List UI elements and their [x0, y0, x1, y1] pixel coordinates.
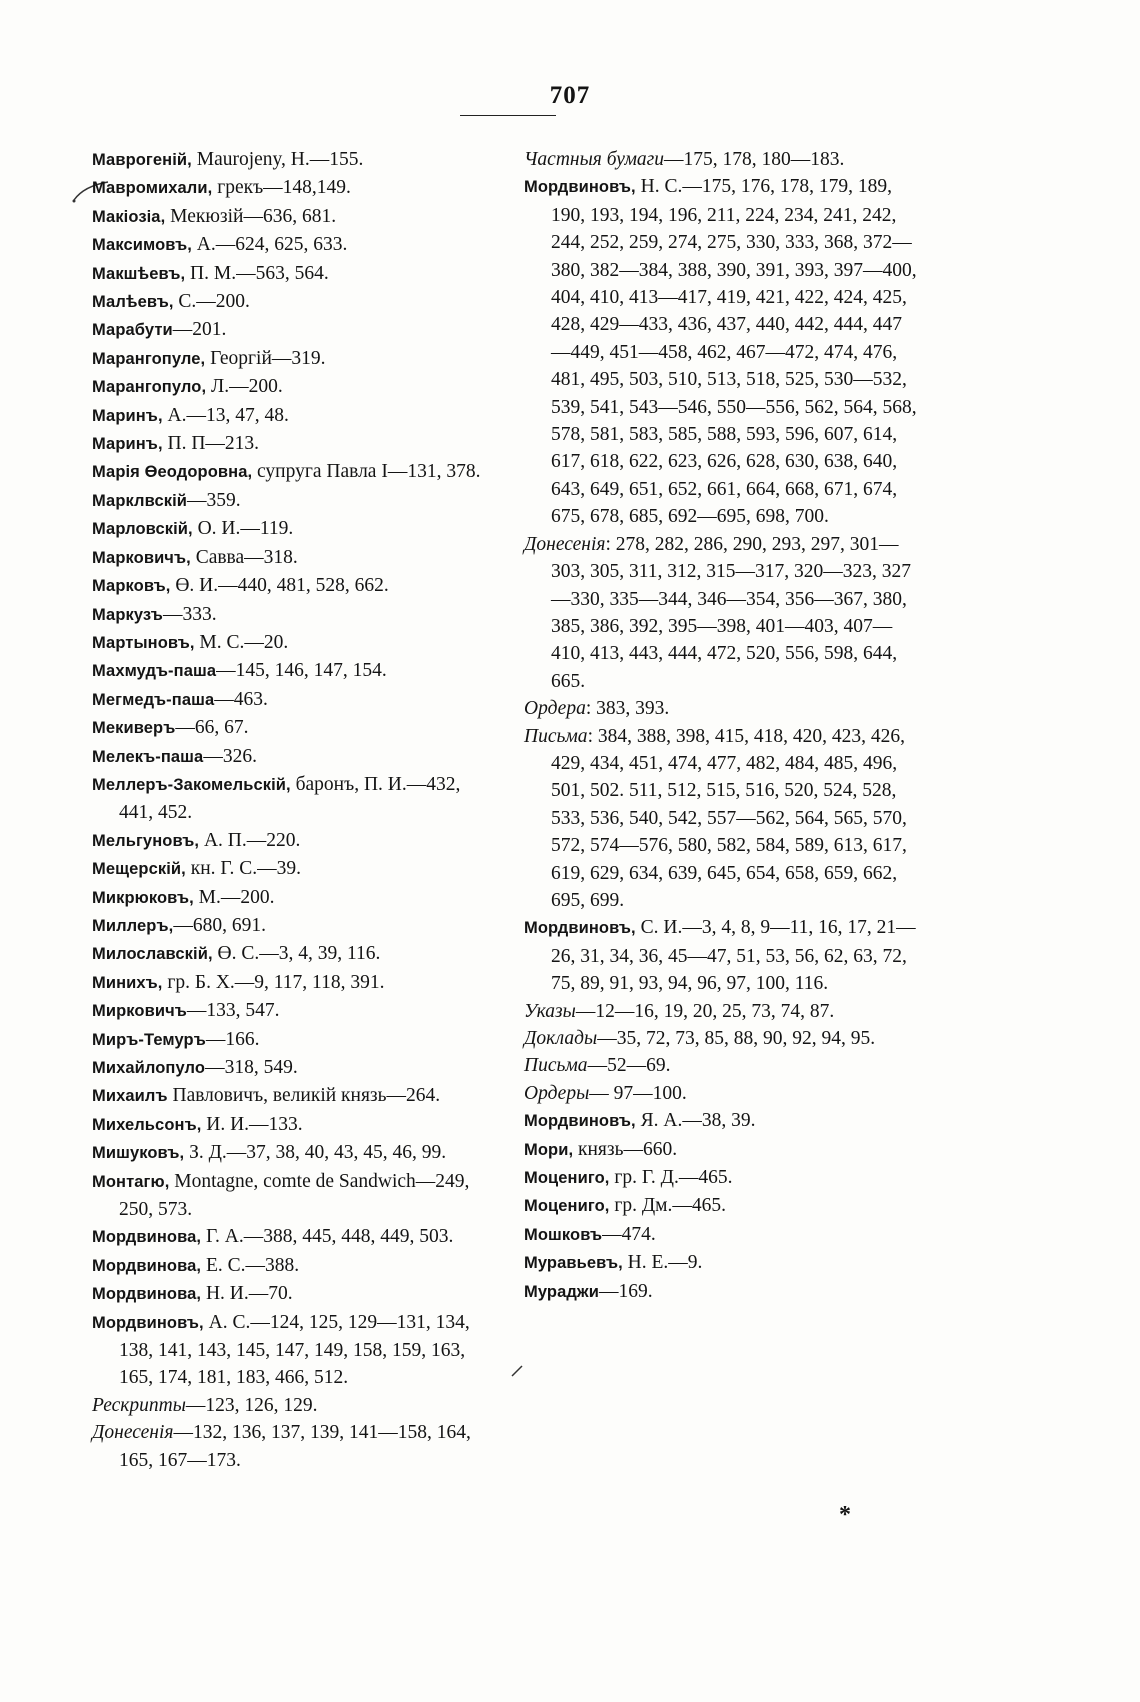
subentry-label: Письма: [524, 725, 588, 747]
index-entry: [92, 657, 498, 685]
index-entry: [92, 1309, 498, 1392]
index-entry: [92, 515, 498, 543]
entry-references: З. Д.—37, 38, 40, 43, 45, 46, 99.: [184, 1142, 447, 1164]
entry-references: —326.: [203, 745, 257, 767]
entry-references: Я. А.—38, 39.: [635, 1110, 756, 1132]
index-entry: [92, 572, 498, 600]
entry-references: М.—200.: [193, 886, 275, 908]
index-entry: [524, 1221, 919, 1249]
entry-name: Мордвиновъ,: [524, 1112, 636, 1131]
entry-name: Маврогенiй,: [92, 151, 192, 169]
entry-references: А.—624, 625, 633.: [191, 234, 348, 256]
index-column-right: [524, 146, 919, 1306]
subentry-references: : 278, 282, 286, 290, 293, 297, 301—303, 305, 311, 312, 315—317, 320—323, 327—330, 335—344, 346—354, 356—367, 380, 385, 386, 392, 395—398, 401—403, 407—410, 413, 443, 444, 472, 520, 556, 598, 644, 665.: [551, 533, 912, 692]
index-entry: [92, 1111, 498, 1139]
entry-name: Максимовъ,: [92, 236, 192, 255]
entry-name: Мори,: [524, 1140, 574, 1159]
page-number: 707: [549, 82, 591, 109]
entry-references: грекъ—148,149.: [212, 177, 351, 199]
entry-name: Марабути: [92, 321, 173, 340]
index-entry: [92, 316, 498, 344]
entry-references: Maurojeny, Н.—155.: [191, 149, 364, 170]
index-entry: [92, 601, 498, 629]
entry-name: Марклвскiй: [92, 491, 188, 510]
entry-name: Марковъ,: [92, 577, 171, 596]
entry-references: М. С.—20.: [194, 631, 289, 653]
entry-name: Мишуковъ,: [92, 1144, 185, 1163]
entry-references: —680, 691.: [173, 914, 266, 936]
entry-references: —359.: [187, 489, 241, 511]
entry-name: Мордвинова,: [92, 1256, 202, 1275]
entry-references: гр. Г. Д.—465.: [609, 1167, 733, 1189]
index-subentry: [524, 998, 919, 1025]
entry-name: Мордвиновъ,: [92, 1313, 204, 1332]
entry-name: Махмудъ-паша: [92, 662, 217, 681]
entry-name: Марангопуле,: [92, 349, 206, 368]
subentry-label: Ордера: [524, 698, 586, 720]
entry-name: Марiя Өеодоровна,: [92, 463, 253, 482]
index-entry: [92, 884, 498, 912]
entry-name: Михельсонъ,: [92, 1115, 202, 1134]
entry-name: Михайлопуло: [92, 1059, 206, 1077]
entry-references: кн. Г. С.—39.: [185, 858, 301, 880]
entry-name: Мегмедъ-паша: [92, 690, 215, 709]
index-entry: [92, 487, 498, 515]
index-entry: [92, 1082, 498, 1110]
index-entry: [92, 969, 498, 997]
subentry-label: Письма: [524, 1055, 588, 1077]
subentry-references: : 384, 388, 398, 415, 418, 420, 423, 426, 429, 434, 451, 474, 477, 482, 484, 485, 496, 501, 502. 511, 512, 515, 516, 520, 524, 528, 533, 536, 540, 542, 557—562, 564, 565, 570, 572, 574—576, 580, 582, 584, 589, 613, 617, 619, 629, 634, 639, 645, 654, 658, 659, 662, 695, 699.: [551, 725, 907, 911]
index-subentry: [524, 1080, 919, 1107]
entry-name: Маркузъ: [92, 605, 163, 624]
entry-references: И. И.—133.: [201, 1113, 303, 1135]
subentry-label: Доклады: [524, 1028, 598, 1049]
index-entry: [92, 1139, 498, 1167]
index-entry: [524, 1136, 919, 1164]
entry-name: Мартыновъ,: [92, 633, 195, 652]
entry-references: —318, 549.: [205, 1057, 298, 1078]
entry-name: Моцениго,: [524, 1197, 610, 1216]
index-subentry: [524, 531, 919, 695]
index-entry: [92, 1054, 498, 1082]
entry-references: Георгiй—319.: [205, 347, 326, 369]
entry-references: С. И.—3, 4, 8, 9—11, 16, 17, 21—26, 31, 34, 36, 45—47, 51, 53, 56, 62, 63, 72, 75, 89, 91, 93, 94, 96, 97, 100, 116.: [551, 917, 916, 995]
index-subentry: [92, 1419, 498, 1474]
subentry-references: — 97—100.: [589, 1082, 687, 1104]
entry-name: Микрюковъ,: [92, 888, 194, 907]
entry-references: Montagne, comte de Sandwich—249, 250, 573.: [119, 1170, 470, 1221]
entry-name: Милославскiй,: [92, 945, 213, 964]
index-subentry: [92, 1392, 498, 1419]
index-entry: [92, 940, 498, 968]
subentry-label: Рескрипты: [92, 1394, 186, 1416]
entry-references: Ө. И.—440, 481, 528, 662.: [170, 575, 389, 597]
index-subentry: [524, 1052, 919, 1079]
entry-references: —145, 146, 147, 154.: [216, 660, 387, 682]
entry-references: гр. Б. Х.—9, 117, 118, 391.: [162, 971, 385, 993]
entry-name: Миллеръ,: [92, 916, 174, 935]
entry-references: —463.: [214, 688, 268, 710]
subentry-label: Указы: [524, 1000, 576, 1022]
entry-name: Марангопуло,: [92, 378, 207, 397]
index-entry: [92, 743, 498, 771]
entry-references: —474.: [602, 1223, 656, 1245]
entry-name: Макшѣевъ,: [92, 264, 186, 283]
entry-references: А. С.—124, 125, 129—131, 134, 138, 141, 143, 145, 147, 149, 158, 159, 163, 165, 174, 181, 183, 466, 512.: [119, 1311, 470, 1389]
entry-references: Мекюзiй—636, 681.: [165, 205, 337, 227]
entry-references: П. П—213.: [162, 433, 260, 455]
entry-name: Мелекъ-паша: [92, 747, 204, 766]
entry-references: —169.: [598, 1280, 653, 1302]
entry-name: Мордвиновъ,: [524, 919, 636, 938]
subentry-references: —123, 126, 129.: [185, 1394, 318, 1416]
entry-references: Савва—318.: [190, 546, 298, 568]
index-entry: [92, 855, 498, 883]
entry-name: Мураджи: [524, 1282, 599, 1301]
entry-references: Павловичъ, великiй князь—264.: [167, 1085, 441, 1107]
index-entry: [92, 1223, 498, 1251]
entry-name: Миръ-Темуръ: [92, 1030, 206, 1049]
index-entry: [92, 827, 498, 855]
entry-references: П. М.—563, 564.: [185, 262, 329, 284]
subentry-references: —35, 72, 73, 85, 88, 90, 92, 94, 95.: [597, 1028, 876, 1049]
entry-name: Мордвиновъ,: [524, 178, 636, 197]
subentry-references: —52—69.: [587, 1055, 671, 1077]
subentry-references: : 383, 393.: [585, 698, 670, 720]
index-entry: [92, 629, 498, 657]
index-entry: [524, 1164, 919, 1192]
entry-references: Г. А.—388, 445, 448, 449, 503.: [201, 1226, 454, 1248]
index-entry: [92, 686, 498, 714]
index-entry: [92, 1280, 498, 1308]
entry-references: Н. Е.—9.: [622, 1252, 703, 1274]
index-entry: [92, 146, 498, 174]
index-subentry: [524, 146, 919, 173]
entry-name: Мордвинова,: [92, 1228, 202, 1247]
subentry-references: —175, 178, 180—183.: [664, 149, 845, 170]
index-entry: [524, 1278, 919, 1306]
index-entry: [92, 912, 498, 940]
entry-name: Монтагю,: [92, 1172, 170, 1191]
entry-name: Михаилъ: [92, 1087, 168, 1106]
index-subentry: [524, 723, 919, 915]
index-entry: [92, 231, 498, 259]
entry-references: гр. Дм.—465.: [609, 1195, 726, 1217]
index-subentry: [524, 695, 919, 722]
index-entry: [92, 771, 498, 827]
index-entry: [524, 914, 919, 997]
entry-references: —66, 67.: [175, 717, 249, 739]
entry-references: —166.: [205, 1028, 260, 1050]
entry-references: О. И.—119.: [192, 518, 294, 540]
index-entry: [92, 997, 498, 1025]
index-entry: [92, 544, 498, 572]
entry-references: супруга Павла I—131, 378.: [252, 461, 481, 483]
index-entry: [92, 373, 498, 401]
entry-references: Ө. С.—3, 4, 39, 116.: [212, 943, 381, 965]
index-entry: [92, 1026, 498, 1054]
subentry-label: Ордеры: [524, 1082, 590, 1104]
page-number-rule: [460, 115, 556, 116]
index-entry: [92, 458, 498, 486]
entry-references: С.—200.: [173, 291, 250, 313]
entry-references: Л.—200.: [206, 376, 283, 398]
pencil-mark-right: [510, 1362, 526, 1378]
entry-name: Мирковичъ: [92, 1002, 187, 1021]
entry-name: Муравьевъ,: [524, 1254, 623, 1273]
entry-references: —133, 547.: [186, 1000, 280, 1022]
entry-name: Марловскiй,: [92, 520, 193, 539]
entry-name: Мекиверъ: [92, 719, 176, 738]
index-entry: [524, 1107, 919, 1135]
entry-name: Мещерскiй,: [92, 860, 186, 879]
entry-name: Минихъ,: [92, 973, 163, 992]
index-column-left: [92, 146, 498, 1474]
entry-name: Моцениго,: [524, 1169, 610, 1188]
entry-references: Е. С.—388.: [201, 1254, 300, 1276]
index-entry: [92, 345, 498, 373]
index-entry: [524, 1192, 919, 1220]
index-entry: [92, 1252, 498, 1280]
index-entry: [92, 260, 498, 288]
entry-name: Мошковъ: [524, 1225, 603, 1244]
entry-name: Меллеръ-Закомельскiй,: [92, 775, 291, 794]
entry-name: Марковичъ,: [92, 548, 191, 567]
index-entry: [92, 1168, 498, 1224]
index-entry: [524, 1249, 919, 1277]
index-entry: [92, 402, 498, 430]
index-subentry: [524, 1025, 919, 1052]
subentry-references: —132, 136, 137, 139, 141—158, 164, 165, 167—173.: [119, 1422, 471, 1471]
subentry-label: Частныя бумаги: [524, 149, 665, 170]
entry-references: баронъ, П. И.—432, 441, 452.: [119, 773, 461, 824]
entry-name: Мельгуновъ,: [92, 831, 200, 850]
subentry-label: Донесенiя: [524, 533, 606, 555]
index-entry: [92, 714, 498, 742]
entry-references: А.—13, 47, 48.: [162, 404, 289, 426]
entry-name: Мавромихали,: [92, 179, 213, 198]
entry-references: Н. И.—70.: [201, 1283, 293, 1305]
entry-name: Маринъ,: [92, 435, 163, 454]
entry-references: —201.: [172, 319, 227, 341]
entry-references: А. П.—220.: [199, 829, 301, 851]
entry-name: Малѣевъ,: [92, 293, 174, 312]
entry-name: Маринъ,: [92, 406, 163, 425]
subentry-label: Донесенiя: [92, 1422, 174, 1444]
entry-name: Мордвинова,: [92, 1285, 202, 1304]
index-entry: [92, 288, 498, 316]
entry-references: —333.: [162, 603, 217, 625]
entry-references: князь—660.: [573, 1138, 678, 1160]
index-entry: [524, 173, 919, 530]
entry-references: Н. С.—175, 176, 178, 179, 189, 190, 193, 194, 196, 211, 224, 234, 241, 242, 244, 252, 259, 274, 275, 330, 333, 368, 372—380, 382—384, 388, 390, 391, 393, 397—400, 404, 410, 413—417, 419, 421, 422, 424, 425, 428, 429—433, 436, 437, 440, 442, 444, 447—449, 451—458, 462, 467—472, 474, 476, 481, 495, 503, 510, 513, 518, 525, 530—532, 539, 541, 543—546, 550—556, 562, 564, 568, 578, 581, 583, 585, 588, 593, 596, 607, 614, 617, 618, 622, 623, 626, 628, 630, 638, 640, 643, 649, 651, 652, 661, 664, 668, 671, 674, 675, 678, 685, 692—695, 698, 700.: [551, 176, 917, 528]
index-entry: [92, 174, 498, 202]
index-entry: [92, 203, 498, 231]
entry-name: Макiозiа,: [92, 207, 166, 226]
end-asterisk: *: [839, 1502, 851, 1528]
subentry-references: —12—16, 19, 20, 25, 73, 74, 87.: [575, 1000, 835, 1022]
index-entry: [92, 430, 498, 458]
